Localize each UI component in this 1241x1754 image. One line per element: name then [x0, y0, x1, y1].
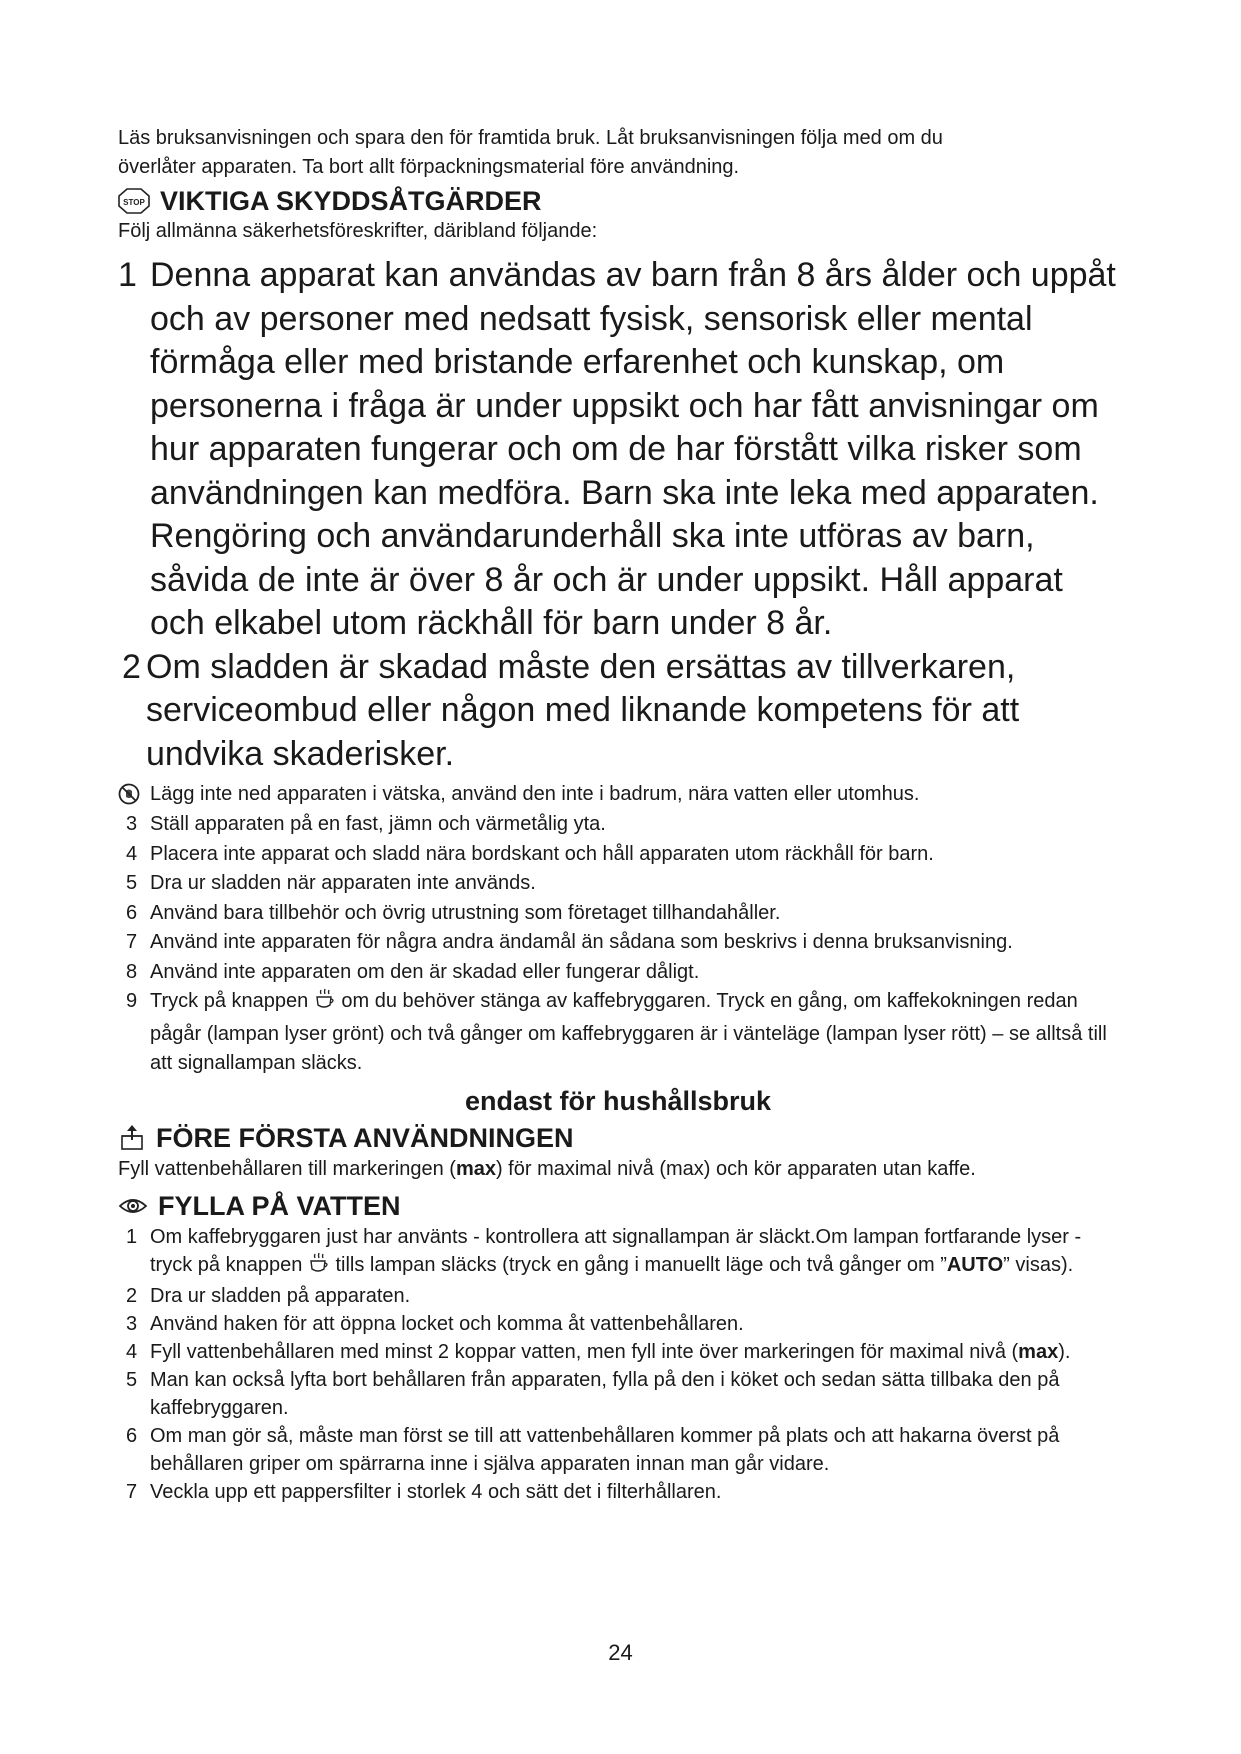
- list-item: [118, 810, 1118, 840]
- list-item: [118, 1422, 1118, 1478]
- max-label: max: [1018, 1340, 1059, 1363]
- item-text: Om sladden är skadad måste den ersättas av tillverkaren, serviceombud eller någon med liknande kompetens för att undvika skaderisker.: [146, 647, 1020, 773]
- item-number: 8: [126, 960, 138, 983]
- big-safety-list: [118, 254, 1118, 776]
- item-number: 3: [126, 813, 138, 835]
- before-first-text-a: Fyll vattenbehållaren till markeringen (: [118, 1157, 456, 1180]
- item-text: Placera inte apparat och sladd nära bordskant och håll apparaten utom räckhåll för barn.: [150, 842, 934, 865]
- item-text: Dra ur sladden på apparaten.: [150, 1284, 411, 1307]
- stop-sign-icon: [118, 188, 150, 214]
- item-text: Man kan också lyfta bort behållaren från apparaten, fylla på den i köket och sedan sätta tillbaka den på kaffebryggaren.: [150, 1368, 1060, 1419]
- before-first-text: [118, 1155, 1118, 1183]
- item-number: 4: [126, 842, 138, 865]
- safety-subtitle: Följ allmänna säkerhetsföreskrifter, däribland följande:: [118, 220, 598, 242]
- item-number: 5: [126, 872, 138, 894]
- item-text: Dra ur sladden när apparaten inte används.: [150, 872, 536, 894]
- fill-water-title: FYLLA PÅ VATTEN: [158, 1190, 401, 1221]
- item1-middle: tills lampan släcks (tryck en gång i manuellt läge och två gånger om ”: [335, 1253, 947, 1276]
- list-item: [118, 1366, 1118, 1422]
- item-text: [150, 1338, 1118, 1366]
- item9-before: Tryck på knappen: [150, 990, 309, 1012]
- fill-water-heading: [118, 1189, 1118, 1223]
- no-immersion-icon: [118, 783, 150, 805]
- page-number: 24: [608, 1640, 633, 1665]
- item1-before: Om kaffebryggaren just har använts - kontrollera att signallampan är släckt.Om lampan fortfarande lyser - tryck på knappen: [150, 1225, 1082, 1276]
- item-number: 7: [126, 931, 138, 953]
- item-text: Använd haken för att öppna locket och komma åt vattenbehållaren.: [150, 1312, 744, 1335]
- household-note: endast för hushållsbruk: [464, 1085, 772, 1116]
- item-number: 2: [122, 647, 141, 686]
- list-item: [118, 987, 1118, 1079]
- unbox-icon: [118, 1124, 146, 1152]
- safety-heading: [118, 184, 1118, 218]
- coffee-cup-icon: [308, 1252, 330, 1282]
- item-number: 7: [126, 1480, 138, 1503]
- item-number: 6: [126, 1424, 138, 1447]
- list-item: [118, 1223, 1118, 1282]
- intro-line-1: Läs bruksanvisningen och spara den för framtida bruk. Låt bruksanvisningen följa med om du: [118, 127, 943, 149]
- manual-page: [118, 124, 1118, 1506]
- item4-after: ).: [1058, 1340, 1071, 1363]
- item-text: Använd bara tillbehör och övrig utrustning som företaget tillhandahåller.: [150, 901, 781, 924]
- item-text: Om man gör så, måste man först se till att vattenbehållaren kommer på plats och att hakarna överst på behållaren griper om spärrarna inne i själva apparaten innan man går vidare.: [150, 1424, 1060, 1475]
- list-item: [118, 1282, 1118, 1310]
- safety-title: VIKTIGA SKYDDSÅTGÄRDER: [160, 186, 542, 216]
- item-text: [150, 1223, 1118, 1282]
- item-text: [150, 987, 1118, 1079]
- auto-label: AUTO: [946, 1253, 1004, 1276]
- before-first-title: FÖRE FÖRSTA ANVÄNDNINGEN: [156, 1122, 574, 1153]
- list-item: [118, 928, 1118, 958]
- list-item: [118, 646, 1118, 777]
- item-number: 1: [118, 256, 137, 294]
- list-item: [118, 254, 1118, 646]
- list-item: [118, 958, 1118, 988]
- item-number: 3: [126, 1312, 138, 1335]
- item4-before: Fyll vattenbehållaren med minst 2 koppar vatten, men fyll inte över markeringen för maximal nivå (: [150, 1340, 1019, 1363]
- max-label: max: [455, 1157, 496, 1180]
- item-number: 4: [126, 1340, 138, 1363]
- item-number: 6: [126, 901, 138, 924]
- safety-list: [118, 810, 1118, 1079]
- list-item: [118, 869, 1118, 899]
- coffee-cup-icon: [314, 988, 336, 1020]
- item-number: 1: [126, 1225, 138, 1248]
- item9-after: om du behöver stänga av kaffebryggaren. Tryck en gång, om kaffekokningen redan pågår (lampan lyser grönt) och två gånger om kaffebryggaren är i vänteläge (lampan lyser rött) – se alltså till att signallampan släcks.: [150, 990, 1107, 1074]
- item-number: 2: [126, 1284, 138, 1307]
- warning-text: Lägg inte ned apparaten i vätska, använd den inte i badrum, nära vatten eller utomhus.: [150, 783, 920, 805]
- item-text: Ställ apparaten på en fast, jämn och värmetålig yta.: [150, 813, 606, 835]
- stop-icon-text: STOP: [123, 198, 145, 207]
- item-text: Använd inte apparaten om den är skadad eller fungerar dåligt.: [150, 960, 700, 983]
- before-first-text-b: ) för maximal nivå (max) och kör apparaten utan kaffe.: [495, 1157, 976, 1180]
- intro-line-2: överlåter apparaten. Ta bort allt förpackningsmaterial före användning.: [118, 156, 740, 178]
- item-text: Denna apparat kan användas av barn från 8 års ålder och uppåt och av personer med nedsatt fysisk, sensorisk eller mental förmåga eller med bristande erfarenhet och kunskap, om personerna i fråga är under uppsikt och har fått anvisningar om hur apparaten fungerar och om de har förstått vilka risker som användningen kan medföra. Barn ska inte leka med apparaten. Rengöring och användarunderhåll ska inte utföras av barn, såvida de inte är över 8 år och är under uppsikt. Håll apparat och elkabel utom räckhåll för barn under 8 år.: [150, 256, 1116, 642]
- list-item: [118, 1338, 1118, 1366]
- warning-row: [118, 778, 1118, 810]
- list-item: [118, 840, 1118, 870]
- list-item: [118, 1478, 1118, 1506]
- item-number: 9: [126, 990, 138, 1012]
- item-text: Använd inte apparaten för några andra ändamål än sådana som beskrivs i denna bruksanvisning.: [150, 931, 1013, 953]
- item1-after: ” visas).: [1003, 1253, 1074, 1276]
- item-number: 5: [126, 1368, 138, 1391]
- fill-water-list: [118, 1223, 1118, 1506]
- before-first-heading: [118, 1121, 1118, 1155]
- list-item: [118, 899, 1118, 929]
- list-item: [118, 1310, 1118, 1338]
- eye-icon: [118, 1195, 148, 1217]
- item-text: Veckla upp ett pappersfilter i storlek 4 och sätt det i filterhållaren.: [150, 1480, 722, 1503]
